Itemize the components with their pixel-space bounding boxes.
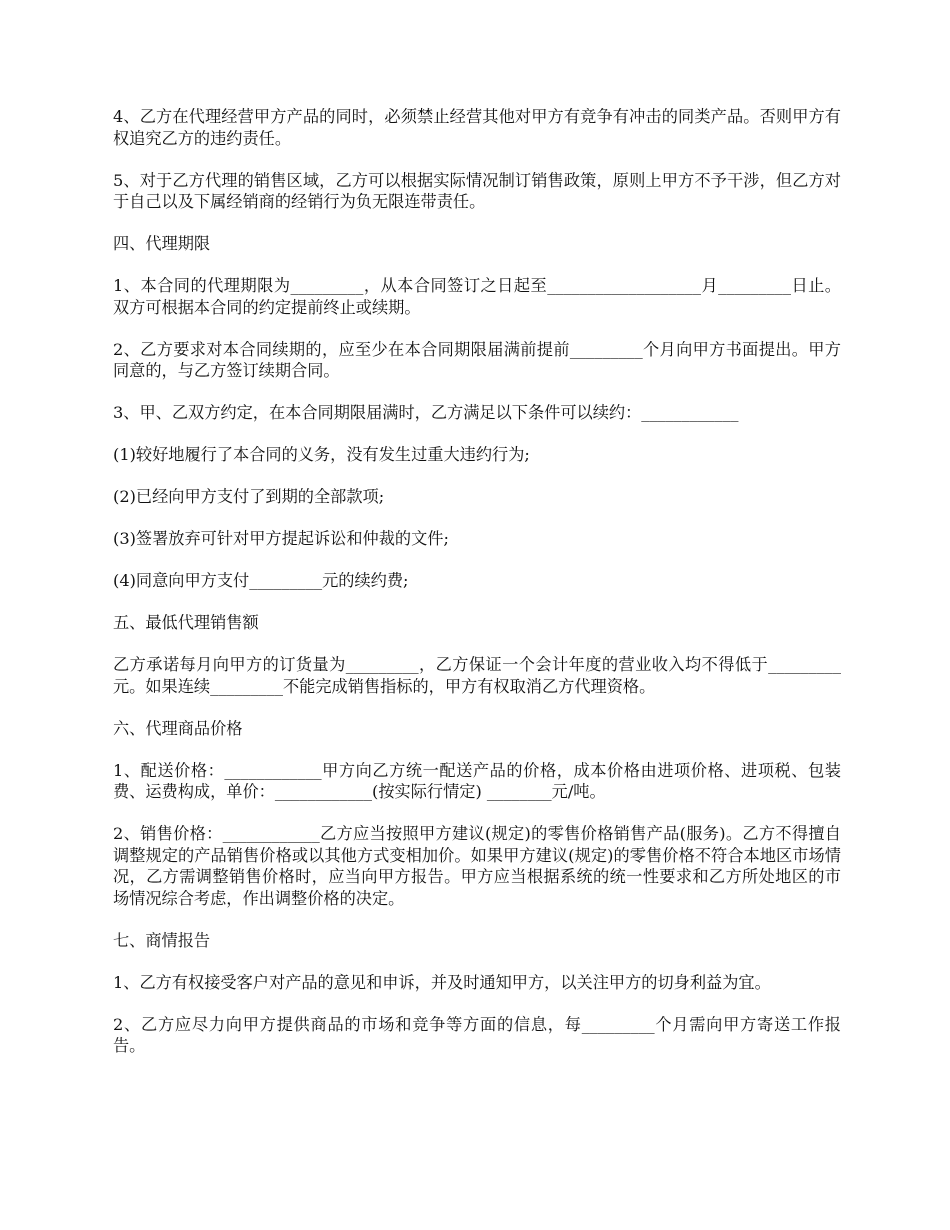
report-clause-2-work-report: 2、乙方应尽力向甲方提供商品的市场和竞争等方面的信息，每_________个月需向甲方寄送工作报告。 bbox=[113, 1014, 841, 1055]
report-clause-1-customer-feedback: 1、乙方有权接受客户对产品的意见和申诉，并及时通知甲方，以关注甲方的切身利益为宜。 bbox=[113, 972, 771, 992]
renewal-condition-2: (2)已经向甲方支付了到期的全部款项; bbox=[113, 487, 385, 506]
term-clause-2-renewal-request: 2、乙方要求对本合同续期的，应至少在本合同期限届满前提前_________个月向甲方书面提出。甲方同意的，与乙方签订续期合同。 bbox=[113, 339, 841, 380]
section-heading-market-report: 七、商情报告 bbox=[113, 930, 211, 950]
renewal-condition-4: (4)同意向甲方支付_________元的续约费; bbox=[113, 571, 409, 590]
pricing-clause-2-sales-price: 2、销售价格：____________乙方应当按照甲方建议(规定)的零售价格销售产品(服务)。乙方不得擅自调整规定的产品销售价格或以其他方式变相加价。如果甲方建议(规定)的零售价格不符合本地区市场情况，乙方需调整销售价格时，应当向甲方报告。甲方应当根据系统的统一性要求和乙方所处地区的市场情况综合考虑，作出调整价格的决定。 bbox=[113, 824, 841, 908]
section-heading-minimum-sales: 五、最低代理销售额 bbox=[113, 613, 259, 632]
renewal-condition-1: (1)较好地履行了本合同的义务，没有发生过重大违约行为; bbox=[113, 445, 530, 464]
term-clause-1-period: 1、本合同的代理期限为_________，从本合同签订之日起至___________________月_________日止。双方可根据本合同的约定提前终止或续期。 bbox=[113, 276, 841, 317]
section-heading-agency-term: 四、代理期限 bbox=[113, 234, 211, 253]
pricing-clause-1-delivery-price: 1、配送价格：____________甲方向乙方统一配送产品的价格，成本价格由进项价格、进项税、包装费、运费构成，单价：____________(按实际行情定) ________元/吨。 bbox=[113, 760, 841, 801]
minimum-sales-clause: 乙方承诺每月向甲方的订货量为_________，乙方保证一个会计年度的营业收入均不得低于_________元。如果连续_________不能完成销售指标的，甲方有权取消乙方代理资格。 bbox=[113, 655, 841, 696]
term-clause-3-renewal-conditions: 3、甲、乙双方约定，在本合同期限届满时，乙方满足以下条件可以续约：____________ bbox=[113, 403, 739, 422]
renewal-condition-3: (3)签署放弃可针对甲方提起诉讼和仲裁的文件; bbox=[113, 529, 449, 548]
section-heading-pricing: 六、代理商品价格 bbox=[113, 718, 243, 738]
clause-5-sales-region: 5、对于乙方代理的销售区域，乙方可以根据实际情况制订销售政策，原则上甲方不予干涉，但乙方对于自己以及下属经销商的经销行为负无限连带责任。 bbox=[113, 170, 841, 211]
document-page bbox=[113, 106, 841, 1077]
clause-4-exclusive-products: 4、乙方在代理经营甲方产品的同时，必须禁止经营其他对甲方有竞争有冲击的同类产品。否则甲方有权追究乙方的违约责任。 bbox=[113, 107, 841, 148]
